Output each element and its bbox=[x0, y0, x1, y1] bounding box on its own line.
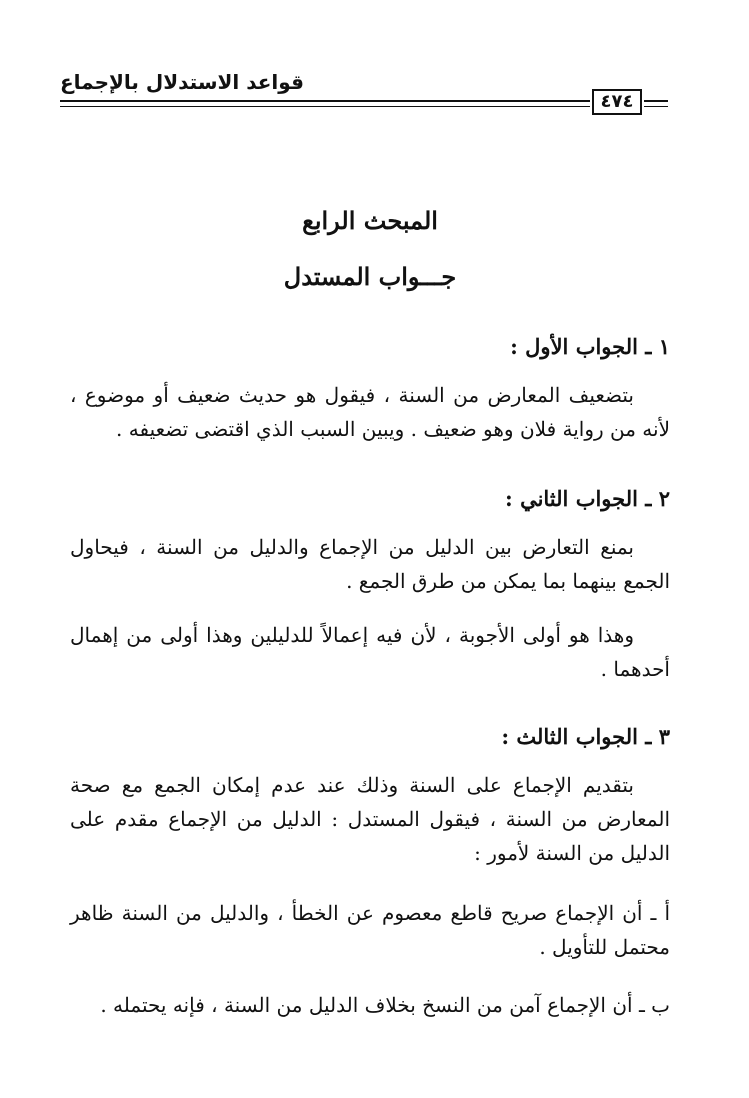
section-subtitle: جـــواب المستدل bbox=[283, 262, 457, 291]
first-answer-heading: ١ ـ الجواب الأول : bbox=[510, 334, 670, 359]
header-rule bbox=[60, 100, 590, 102]
third-answer-item-a: أ ـ أن الإجماع صريح قاطع معصوم عن الخطأ ، والدليل من السنة ظاهر محتمل للتأويل . bbox=[70, 901, 670, 959]
third-answer-paragraph: بتقديم الإجماع على السنة وذلك عند عدم إمكان الجمع مع صحة المعارض من السنة ، فيقول المستدل : الدليل من الإجماع مقدم على الدليل من السنة لأمور : bbox=[70, 773, 670, 865]
third-answer-item-b: ب ـ أن الإجماع آمن من النسخ بخلاف الدليل من السنة ، فإنه يحتمله . bbox=[100, 993, 670, 1017]
second-answer-heading: ٢ ـ الجواب الثاني : bbox=[505, 486, 670, 511]
header-rule-right-thin bbox=[644, 106, 668, 107]
second-answer-paragraph-2: وهذا هو أولى الأجوبة ، لأن فيه إعمالاً للدليلين وهذا أولى من إهمال أحدهما . bbox=[70, 623, 670, 681]
header-rule-right bbox=[644, 100, 668, 102]
third-answer-heading: ٣ ـ الجواب الثالث : bbox=[501, 724, 670, 749]
first-answer-paragraph: بتضعيف المعارض من السنة ، فيقول هو حديث ضعيف أو موضوع ، لأنه من رواية فلان وهو ضعيف . ويبين السبب الذي اقتضى تضعيفه . bbox=[70, 383, 670, 441]
page-number: ٤٧٤ bbox=[592, 89, 642, 115]
running-title: قواعد الاستدلال بالإجماع bbox=[60, 70, 304, 94]
header-rule-thin bbox=[60, 106, 590, 107]
second-answer-paragraph-1: بمنع التعارض بين الدليل من الإجماع والدليل من السنة ، فيحاول الجمع بينهما بما يمكن من طرق الجمع . bbox=[70, 535, 670, 593]
section-title: المبحث الرابع bbox=[302, 206, 438, 235]
